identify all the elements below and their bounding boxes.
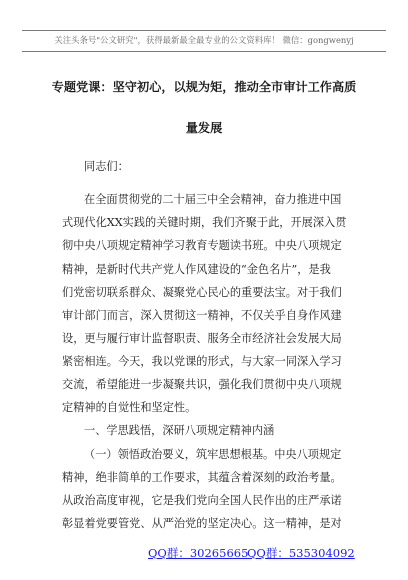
paragraph-line: 紧密相连。今天，我以党课的形式，与大家一同深入学习: [62, 355, 342, 368]
paragraph-line: 精神，是新时代共产党人作风建设的“金色名片”，是我: [62, 263, 331, 276]
paragraph-line: 彰显着党要管党、从严治党的坚定决心。这一精神，是对: [62, 517, 342, 530]
document-title-continued: 量发展: [185, 121, 223, 135]
paragraph-line: 交流，希望能进一步凝聚共识，强化我们贯彻中央八项规: [62, 378, 342, 391]
paragraph-line: 设，更与履行审计监督职责、服务全市经济社会发展大局: [62, 332, 342, 345]
paragraph-line: 审计部门而言，深入贯彻这一精神，不仅关乎自身作风建: [62, 309, 342, 322]
paragraph-line: 们党密切联系群众、凝聚党心民心的重要法宝。对于我们: [62, 286, 342, 299]
paragraph-line: 式现代化XX实践的关键时期，我们齐聚于此，开展深入贯: [62, 216, 347, 229]
footer-contact: [0, 545, 408, 561]
paragraph-line: 定精神的自觉性和坚定性。: [62, 401, 197, 414]
paragraph-line: 彻中央八项规定精神学习教育专题读书班。中央八项规定: [62, 239, 342, 252]
greeting: 同志们：: [84, 160, 129, 173]
paragraph-line: （一）领悟政治要义，筑牢思想根基。中央八项规定: [84, 448, 342, 461]
document-title: 专题党课：坚守初心，以规为矩，推动全市审计工作高质: [51, 80, 357, 94]
paragraph-line: 精神，绝非简单的工作要求，其蕴含着深刻的政治考量。: [62, 471, 342, 484]
qq-group-link-1[interactable]: QQ群：30265665: [148, 546, 249, 560]
header-banner: 关注头条号"公文研究"，获得最新最全最专业的公文资料库！ 微信：gongwenyj: [22, 30, 386, 52]
qq-group-link-2[interactable]: QQ群：535304092: [247, 546, 355, 560]
paragraph-line: 在全面贯彻党的二十届三中全会精神，奋力推进中国: [84, 193, 342, 206]
paragraph-line: 从政治高度审视，它是我们党向全国人民作出的庄严承诺: [62, 494, 342, 507]
section-heading: 一、学思践悟，深研八项规定精神内涵: [84, 424, 275, 437]
